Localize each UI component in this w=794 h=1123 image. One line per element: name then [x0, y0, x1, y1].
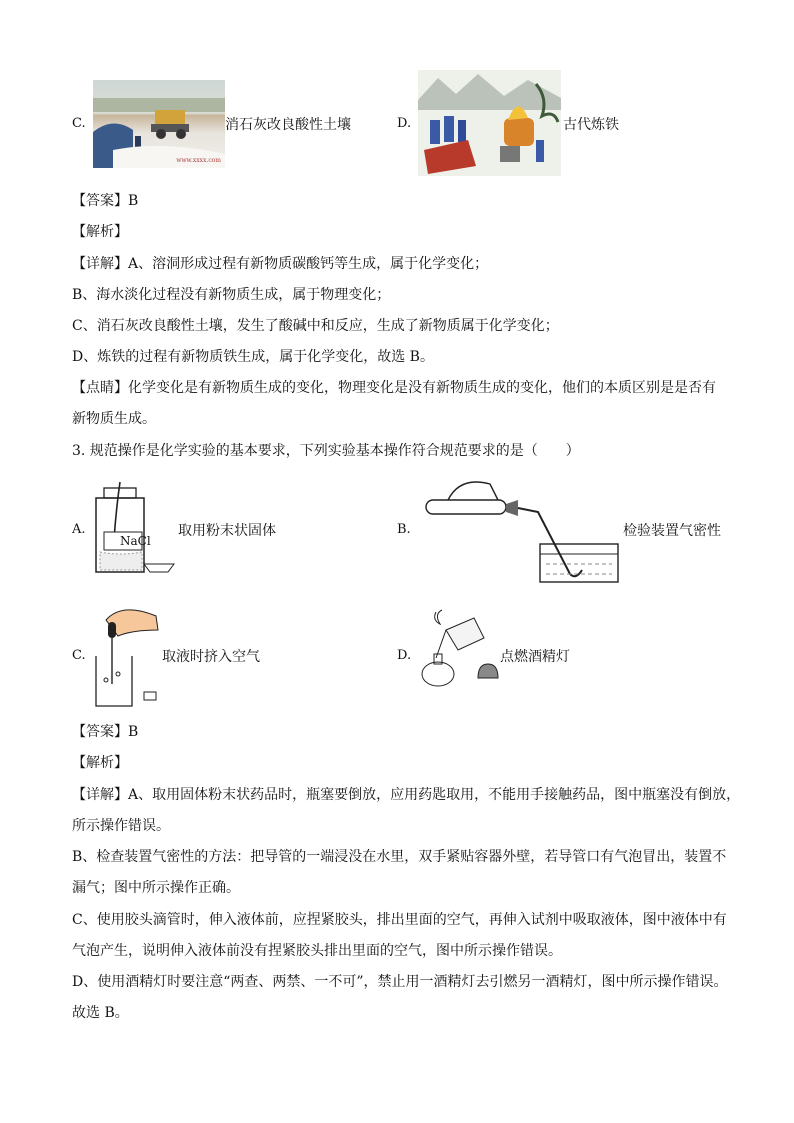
q3-detail-d-line1: D、使用酒精灯时要注意“两查、两禁、一不可”，禁止用一酒精灯去引燃另一酒精灯，图中所示操作错误。: [72, 974, 728, 990]
q3-option-a-label: A.: [72, 522, 86, 537]
q3-detail-b-line2: 漏气；图中所示操作正确。: [72, 880, 240, 896]
lime-soil-photo: [93, 80, 225, 168]
q3-answer: 【答案】B: [72, 724, 139, 740]
q2-answer: 【答案】B: [72, 193, 139, 209]
q3-option-a-caption: 取用粉末状固体: [178, 523, 276, 539]
ironmaking-illustration: [418, 70, 561, 176]
q3-option-b-label: B.: [397, 522, 411, 537]
alcohol-lamps-illustration: [418, 608, 500, 696]
option-c-label: C.: [72, 116, 86, 131]
q2-detail-b: B、海水淡化过程没有新物质生成，属于物理变化；: [72, 287, 391, 303]
ancient-ironmaking-picture: [418, 70, 561, 176]
q3-option-d-label: D.: [397, 648, 412, 663]
q3-stem: 3. 规范操作是化学实验的基本要求，下列实验基本操作符合规范要求的是（ ）: [72, 443, 580, 459]
q3-option-c-label: C.: [72, 648, 86, 663]
q3-analysis-heading: 【解析】: [72, 755, 128, 771]
q3-detail-a-line2: 所示操作错误。: [72, 818, 170, 834]
q3-detail-a-line1: 【详解】A、取用固体粉末状药品时，瓶塞要倒放，应用药匙取用，不能用手接触药品，图中瓶塞没有倒放，: [72, 787, 741, 803]
powder-bottle-illustration: [90, 480, 176, 580]
q3-detail-c-line2: 气泡产生，说明伸入液体前没有捏紧胶头排出里面的空气，图中所示操作错误。: [72, 943, 562, 959]
q3-detail-b-line1: B、检查装置气密性的方法：把导管的一端浸没在水里，双手紧贴容器外壁，若导管口有气泡冒出，装置不: [72, 849, 727, 865]
lime-soil-illustration: [93, 80, 225, 168]
q2-detail-c: C、消石灰改良酸性土壤，发生了酸碱中和反应，生成了新物质属于化学变化；: [72, 318, 559, 334]
option-d-caption: 古代炼铁: [563, 117, 619, 133]
q3-option-b-caption: 检验装置气密性: [623, 523, 721, 539]
option-d-label: D.: [397, 116, 412, 131]
dropper-illustration: [92, 600, 162, 710]
nacl-bottle-label: NaCl: [120, 534, 151, 548]
q2-analysis-heading: 【解析】: [72, 224, 128, 240]
photo-watermark: www.xxxx.com: [176, 157, 221, 164]
option-c-caption: 消石灰改良酸性土壤: [225, 117, 351, 133]
q2-tip-line2: 新物质生成。: [72, 411, 156, 427]
airtightness-illustration: [420, 470, 620, 585]
q3-option-c-caption: 取液时挤入空气: [162, 649, 260, 665]
q3-option-d-caption: 点燃酒精灯: [500, 649, 570, 665]
q2-detail-d: D、炼铁的过程有新物质铁生成，属于化学变化，故选 B。: [72, 349, 434, 365]
q3-conclusion: 故选 B。: [72, 1005, 129, 1021]
q3-detail-c-line1: C、使用胶头滴管时，伸入液体前，应捏紧胶头，排出里面的空气，再伸入试剂中吸取液体，图中液体中有: [72, 912, 727, 928]
q2-detail-a: 【详解】A、溶洞形成过程有新物质碳酸钙等生成，属于化学变化；: [72, 256, 489, 272]
q2-tip-line1: 【点睛】化学变化是有新物质生成的变化，物理变化是没有新物质生成的变化，他们的本质区别是是否有: [72, 380, 716, 396]
